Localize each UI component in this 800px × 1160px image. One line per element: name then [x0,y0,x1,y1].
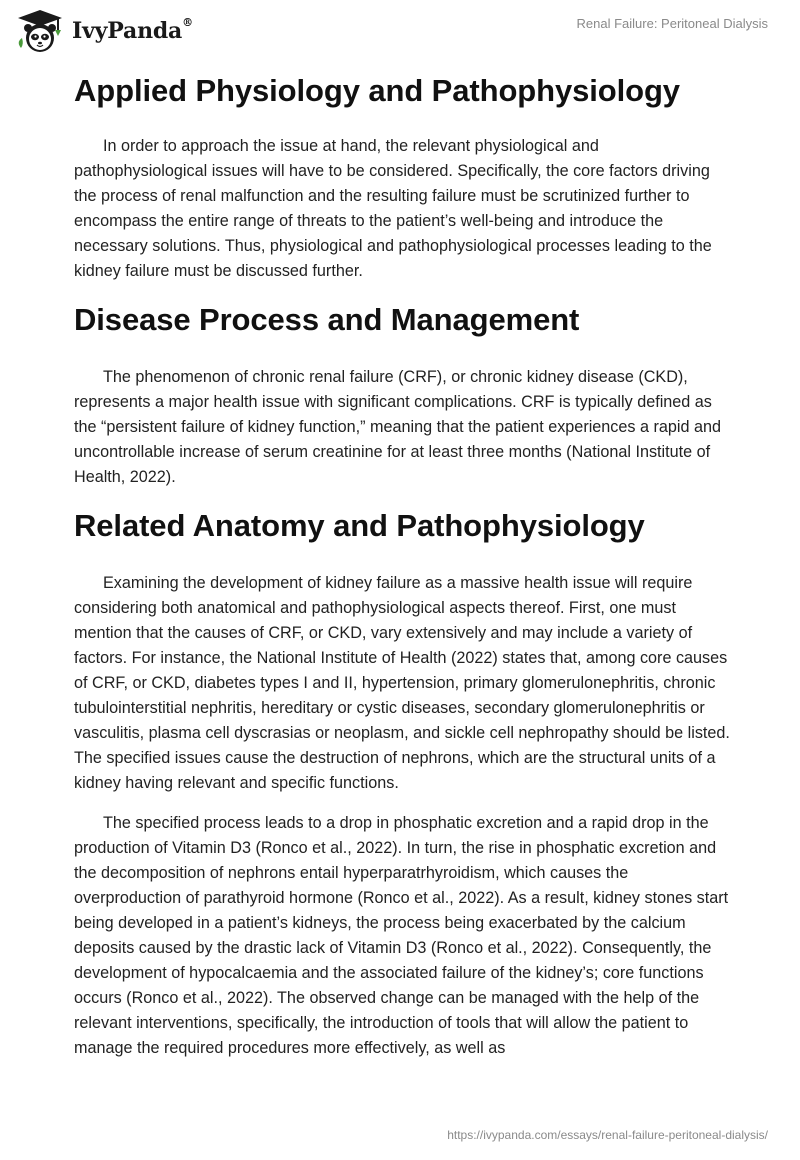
panda-graduate-logo-icon [12,8,68,54]
registered-mark: ® [182,16,193,29]
brand-name: IvyPanda® [72,16,193,44]
section-applied-physiology [74,72,734,284]
document-title: Renal Failure: Peritoneal Dialysis [576,16,768,31]
paragraph: Examining the development of kidney failure as a massive health issue will require considering both anatomical and pathophysiological aspects thereof. First, one must mention that the causes of CRF, or CKD, vary extensively and may include a variety of factors. For instance, the National Institute of Health (2022) states that, among core causes of CRF, or CKD, diabetes types I and II, hypertension, primary glomerulonephritis, chronic tubulointerstitial nephritis, hereditary or cystic diseases, secondary glomerulonephritis or vasculitis, plasma cell dyscrasias or neoplasm, and sickle cell nephropathy should be listed. The specified issues cause the destruction of nephrons, which are the structural units of a kidney having relevant and specific functions. [74,574,730,792]
section-related-anatomy [74,507,734,1061]
section-disease-process [74,301,734,490]
brand-logo[interactable] [12,8,193,54]
section-heading: Disease Process and Management [74,302,580,337]
source-url[interactable]: https://ivypanda.com/essays/renal-failure-peritoneal-dialysis/ [447,1128,768,1142]
section-heading: Applied Physiology and Pathophysiology [74,73,680,108]
paragraph: The phenomenon of chronic renal failure (CRF), or chronic kidney disease (CKD), represents a major health issue with significant complications. CRF is typically defined as the “persistent failure of kidney function,” meaning that the patient experiences a rapid and uncontrollable increase of serum creatinine for at least three months (National Institute of Health, 2022). [74,368,721,486]
essay-body [74,72,734,1061]
paragraph: The specified process leads to a drop in phosphatic excretion and a rapid drop in the production of Vitamin D3 (Ronco et al., 2022). In turn, the rise in phosphatic excretion and the decomposition of nephrons entail hyperparatrhyroidism, which causes the overproduction of parathyroid hormone (Ronco et al., 2022). As a result, kidney stones start being developed in a patient’s kidneys, the process being exacerbated by the calcium deposits caused by the drastic lack of Vitamin D3 (Ronco et al., 2022). Consequently, the development of hypocalcaemia and the associated failure of the kidney’s; core functions occurs (Ronco et al., 2022). The observed change can be managed with the help of the relevant interventions, specifically, the introduction of tools that will allow the patient to manage the required procedures more effectively, as well as [74,814,729,1057]
paragraph: In order to approach the issue at hand, the relevant physiological and pathophysiological issues will have to be considered. Specifically, the core factors driving the process of renal malfunction and the resulting failure must be scrutinized further to encompass the entire range of threats to the patient’s well-being and introduce the necessary solutions. Thus, physiological and pathophysiological processes leading to the kidney failure must be discussed further. [74,137,712,280]
page-header [0,0,800,60]
section-heading: Related Anatomy and Pathophysiology [74,508,645,543]
